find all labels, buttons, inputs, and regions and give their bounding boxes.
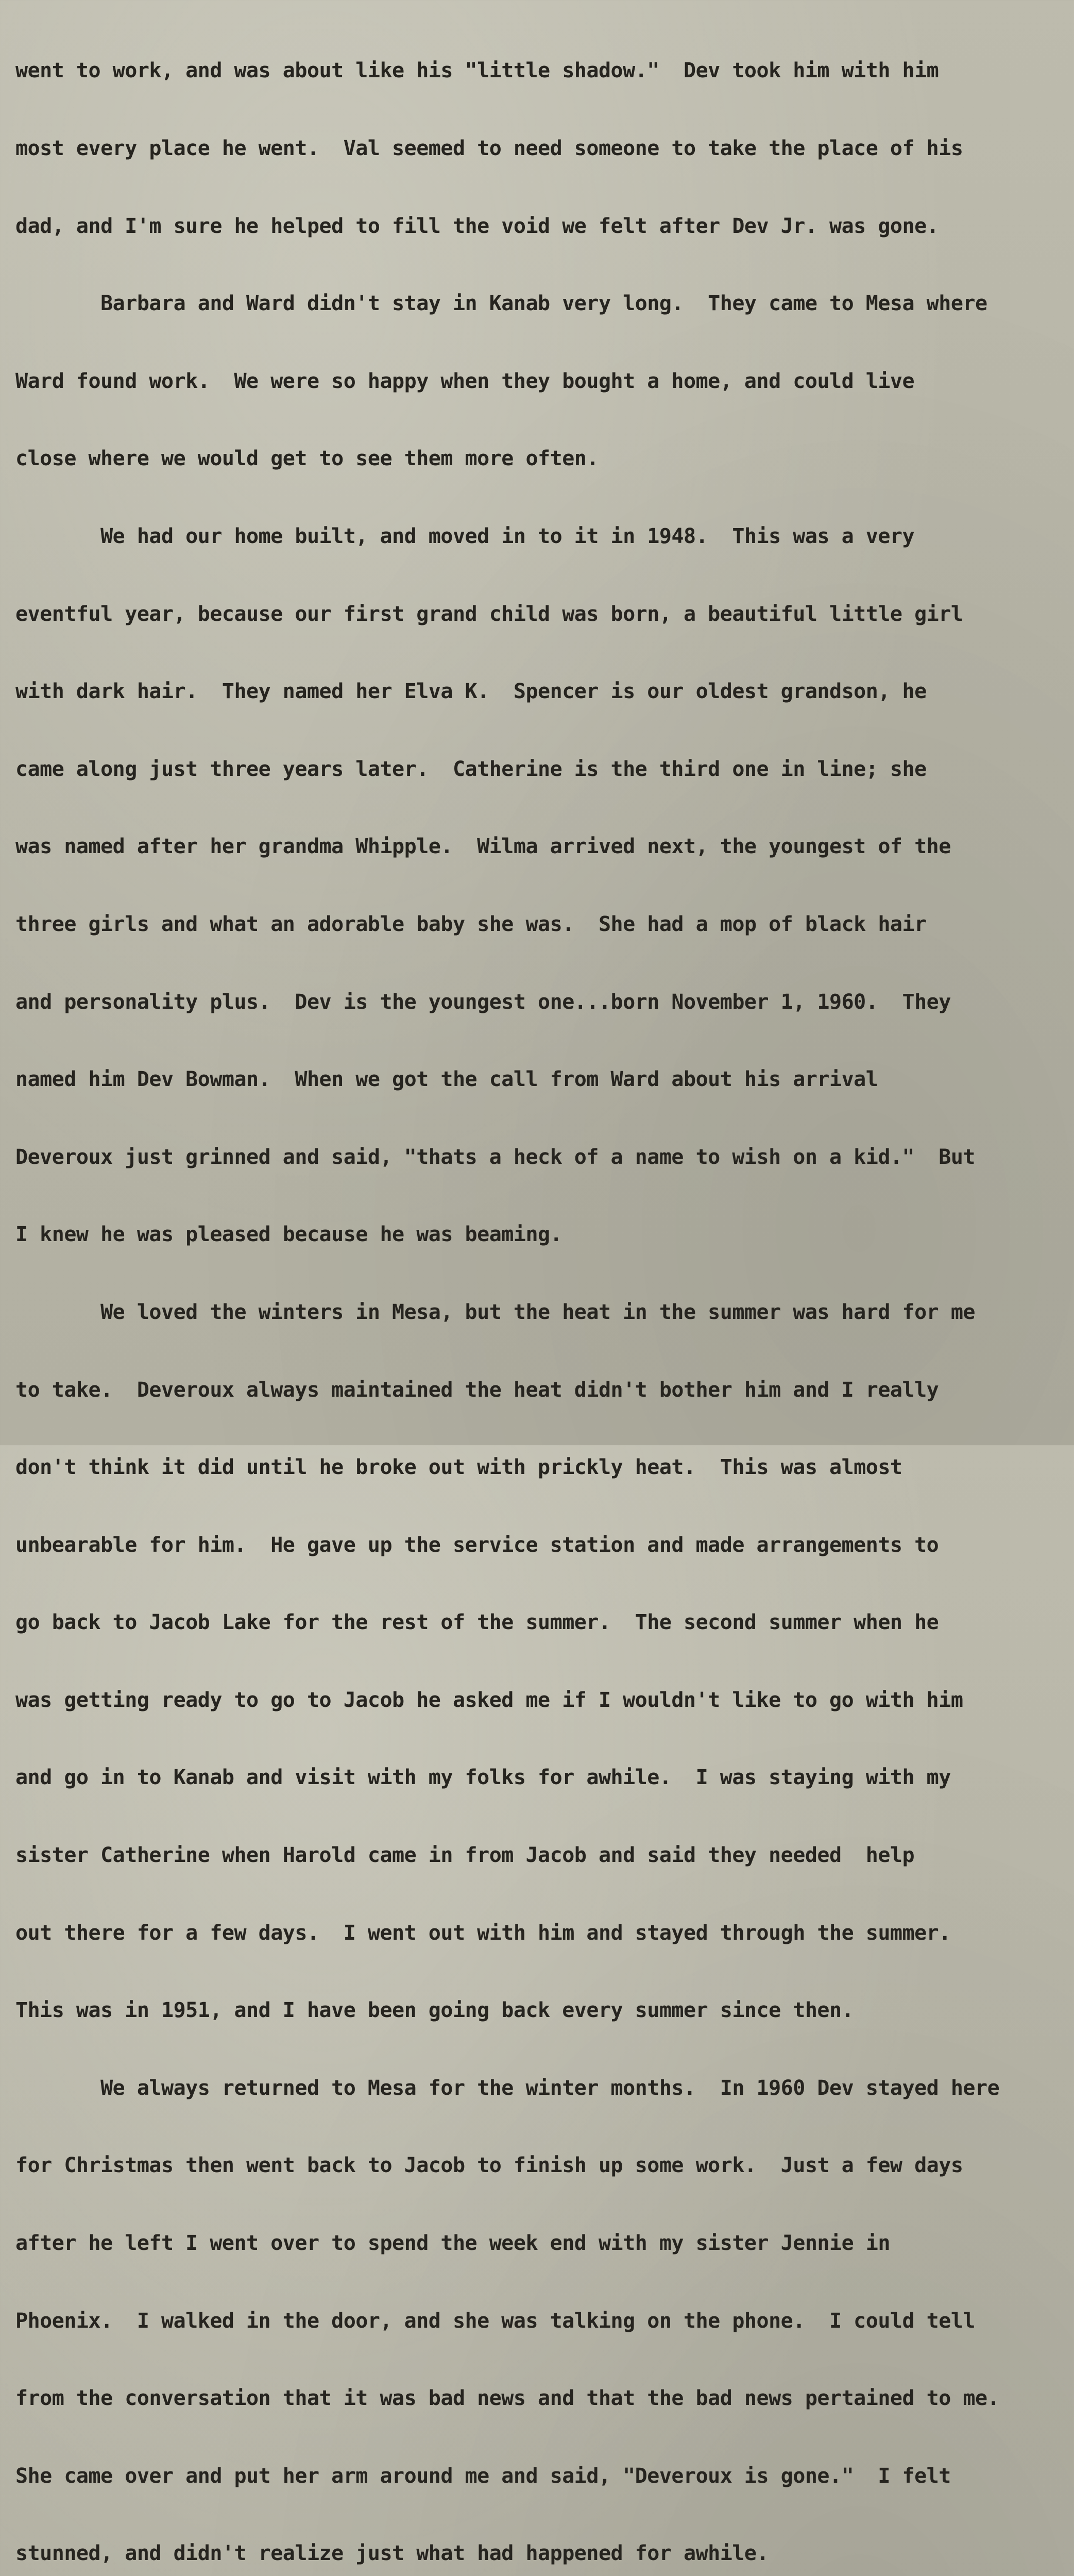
text-line: was named after her grandma Whipple. Wilma arrived next, the youngest of the [15, 835, 951, 859]
text-line: Phoenix. I walked in the door, and she was talking on the phone. I could tell [15, 2309, 975, 2333]
text-line: and go in to Kanab and visit with my folks for awhile. I was staying with my [15, 1766, 951, 1790]
text-line: with dark hair. They named her Elva K. Spencer is our oldest grandson, he [15, 680, 927, 704]
text-line: was getting ready to go to Jacob he asked me if I wouldn't like to go with him [15, 1688, 963, 1712]
text-line: most every place he went. Val seemed to need someone to take the place of his [15, 137, 963, 160]
text-line: went to work, and was about like his "little shadow." Dev took him with him [15, 59, 939, 83]
text-line: stunned, and didn't realize just what had happened for awhile. [15, 2541, 769, 2566]
text-line: Deveroux just grinned and said, "thats a heck of a name to wish on a kid." But [15, 1145, 975, 1169]
text-line: from the conversation that it was bad news and that the bad news pertained to me. [15, 2386, 1000, 2411]
text-line: Ward found work. We were so happy when they bought a home, and could live [15, 369, 915, 393]
text-line: We always returned to Mesa for the winter months. In 1960 Dev stayed here [15, 2076, 1000, 2100]
text-line: out there for a few days. I went out with him and stayed through the summer. [15, 1921, 951, 1945]
text-line: named him Dev Bowman. When we got the call from Ward about his arrival [15, 1067, 878, 1092]
text-line: We had our home built, and moved in to it in 1948. This was a very [15, 524, 915, 548]
text-line: This was in 1951, and I have been going back every summer since then. [15, 1998, 854, 2023]
text-line: I knew he was pleased because he was beaming. [15, 1223, 562, 1247]
text-line: close where we would get to see them more often. [15, 447, 599, 471]
text-line: eventful year, because our first grand child was born, a beautiful little girl [15, 602, 963, 626]
text-line: Barbara and Ward didn't stay in Kanab very long. They came to Mesa where [15, 292, 987, 316]
text-line: unbearable for him. He gave up the service station and made arrangements to [15, 1533, 939, 1557]
text-line: came along just three years later. Catherine is the third one in line; she [15, 757, 927, 781]
text-line: and personality plus. Dev is the youngest one...born November 1, 1960. They [15, 990, 951, 1014]
text-line: for Christmas then went back to Jacob to finish up some work. Just a few days [15, 2154, 963, 2178]
text-line: three girls and what an adorable baby she was. She had a mop of black hair [15, 912, 927, 936]
text-line: dad, and I'm sure he helped to fill the void we felt after Dev Jr. was gone. [15, 214, 939, 238]
typed-text-block [15, 6, 1071, 2576]
text-line: after he left I went over to spend the week end with my sister Jennie in [15, 2231, 890, 2256]
text-line: don't think it did until he broke out with prickly heat. This was almost [15, 1455, 902, 1480]
text-line: to take. Deveroux always maintained the heat didn't bother him and I really [15, 1378, 939, 1402]
text-line: She came over and put her arm around me and said, "Deveroux is gone." I felt [15, 2464, 951, 2488]
text-line: sister Catherine when Harold came in from Jacob and said they needed help [15, 1843, 915, 1868]
text-line: We loved the winters in Mesa, but the heat in the summer was hard for me [15, 1300, 975, 1324]
text-line: go back to Jacob Lake for the rest of the summer. The second summer when he [15, 1611, 939, 1635]
